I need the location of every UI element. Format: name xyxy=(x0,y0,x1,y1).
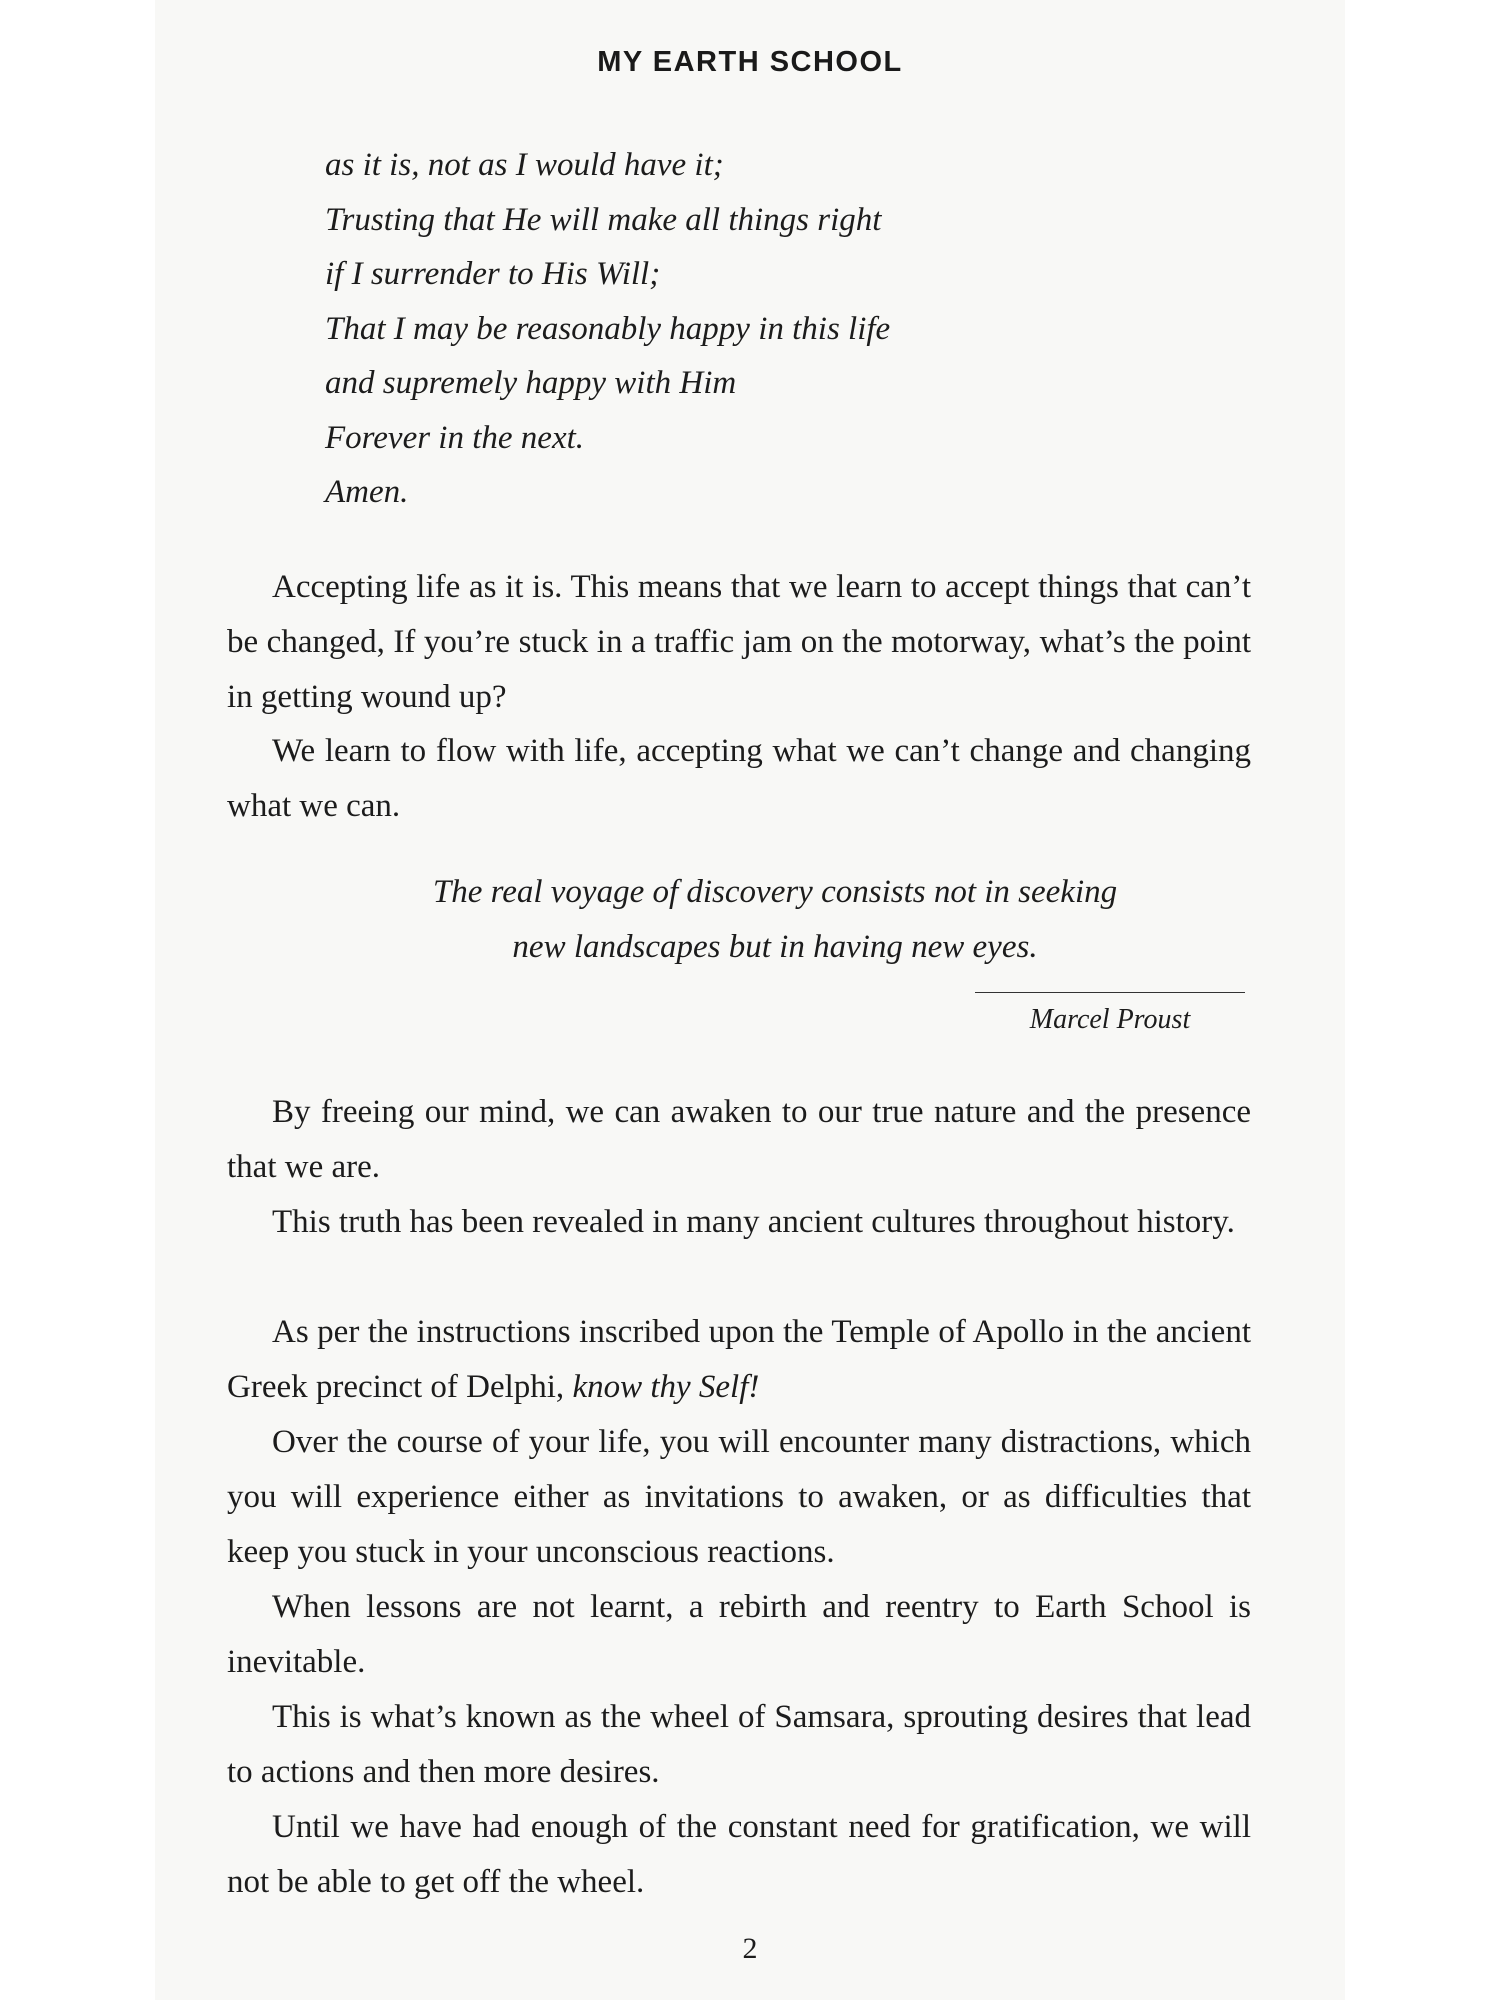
poem-line: Forever in the next. xyxy=(325,419,585,456)
paragraph-rebirth: When lessons are not learnt, a rebirth and reentry to Earth School is inevitable. xyxy=(227,1589,1251,1680)
paragraph-gratification: Until we have had enough of the constant need for gratification, we will not be able to get off the wheel. xyxy=(227,1809,1251,1900)
attribution-rule xyxy=(975,992,1245,993)
poem-line: as it is, not as I would have it; xyxy=(325,147,724,183)
poem-line: Trusting that He will make all things right xyxy=(325,201,882,238)
epigraph-line: The real voyage of discovery consists not in seeking xyxy=(432,874,1118,910)
emphasis-know-thy-self: know thy Self! xyxy=(572,1369,760,1405)
paragraph-samsara: This is what’s known as the wheel of Samsara, sprouting desires that lead to actions and then more desires. xyxy=(227,1699,1251,1790)
poem-line: and supremely happy with Him xyxy=(325,365,737,401)
book-page xyxy=(155,0,1345,2000)
running-header: MY EARTH SCHOOL xyxy=(597,46,903,78)
page-number: 2 xyxy=(742,1932,758,1965)
poem-line: Amen. xyxy=(325,474,409,510)
poem-line: if I surrender to His Will; xyxy=(325,256,661,292)
paragraph-temple-of-apollo xyxy=(227,1305,1251,1415)
epigraph-line: new landscapes but in having new eyes. xyxy=(512,929,1038,965)
poem-line: That I may be reasonably happy in this life xyxy=(325,310,891,347)
paragraph-accepting-life: Accepting life as it is. This means that we learn to accept things that can’t be changed, If you’re stuck in a traffic jam on the motorway, what’s the point in getting wound up? xyxy=(227,569,1251,715)
epigraph-quote xyxy=(155,865,1345,975)
epigraph-attribution: Marcel Proust xyxy=(1029,1004,1191,1035)
paragraph-freeing-mind: By freeing our mind, we can awaken to our true nature and the presence that we are. xyxy=(227,1094,1251,1185)
poem-excerpt xyxy=(325,138,890,520)
paragraph-ancient-cultures: This truth has been revealed in many ancient cultures throughout history. xyxy=(272,1204,1235,1240)
paragraph-flow-with-life: We learn to flow with life, accepting what we can’t change and changing what we can. xyxy=(227,733,1251,824)
paragraph-text: As per the instructions inscribed upon the Temple of Apollo in the ancient Greek precinct of Delphi, xyxy=(227,1314,1251,1405)
paragraph-distractions: Over the course of your life, you will encounter many distractions, which you will experience either as invitations to awaken, or as difficulties that keep you stuck in your unconscious reactions. xyxy=(227,1424,1251,1570)
